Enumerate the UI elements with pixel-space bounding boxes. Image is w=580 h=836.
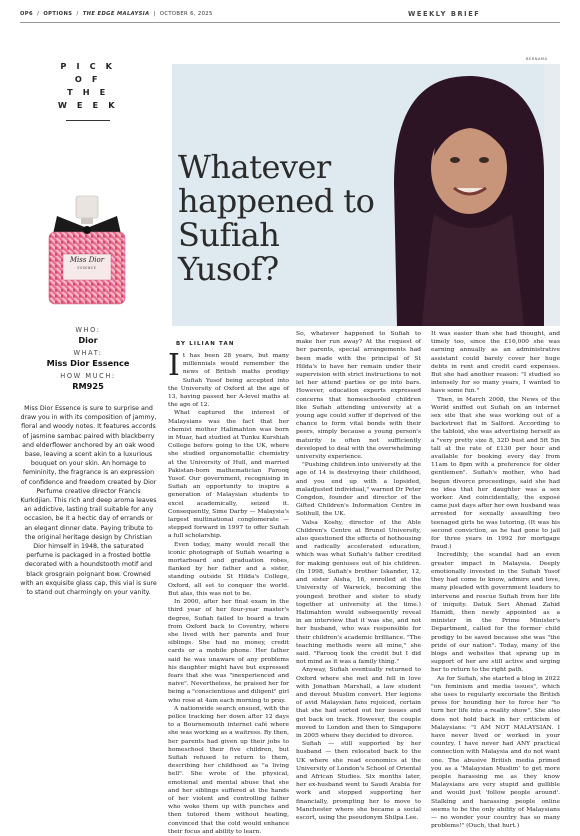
byline: BY LILIAN TAN bbox=[176, 341, 235, 347]
paragraph: Valsa Koshy, director of the Able Children's Centre at Brunel University, also questioned the effects of hothousing and radically accelerated education, which was what Sufiah's father credited for making geniuses out of his children. (In 1998, Sufiah's brother Iskander, 12, and sister Aisha, 16, enrolled at the University of Warwick, becoming the youngest brother and sister to study together at university at the time.) Halimahton would subsequently reveal in an interview that it was she, and not her husband, who was responsible for their children's academic brilliance. "The teaching methods were all mine," she said. "Farooq took the credit but I did not mind as it was a family thing." bbox=[296, 518, 421, 666]
article-column-2 bbox=[296, 330, 421, 821]
column-title: WEEKLY BRIEF bbox=[408, 10, 481, 18]
paragraph: Incredibly, the scandal had an even greater impact in Malaysia. Deeply emotionally invested in the Sufiah Yusof they had come to know, admire and love, many pleaded with government leaders to intervene and rescue Sufiah from her life of iniquity. Datuk Seri Ahmad Zahid Hamidi, then newly appointed as a minister in the Prime Minister's Department, called for the former child prodigy to be saved because she was "the pride of our nation". Today, many of the blogs and websites that sprang up in support of her are still active and urging her to return to the right path. bbox=[431, 551, 560, 674]
article-column-1 bbox=[168, 348, 289, 835]
who-value: Dior bbox=[78, 335, 98, 345]
who-label: WHO: bbox=[75, 326, 101, 334]
section-name: OPTIONS bbox=[43, 11, 73, 17]
paragraph: "Pushing children into university at the age of 14 is destroying their childhood, and you end up with a lopsided, maladjusted individual," warned Dr Peter Congdon, founder and director of the Gifted Children's Information Centre in Solihull, the UK. bbox=[296, 461, 421, 518]
paragraph: t has been 28 years, but many millennials would remember the news of British maths prodigy Sufiah Yusof being accepted into the University of Oxford at the age of 13, having passed her A-level maths at the age of 12. bbox=[168, 352, 289, 409]
paragraph: As for Sufiah, she started a blog in 2022 "on feminism and media issues", which she uses to regularly excoriate the British press for hounding her to force her "to turn her life into a reality show". She also does not hold back in her criticism of Malaysians: "I AM NOT MALAYSIAN. I have never lived or worked in your country. I have never had ANY practical connection with Malaysia and do not want one. The abusive British media primed you as a 'Malaysian Muslim' to get more people harassing me as they know Malaysians are very stupid and gullible and would just 'follow people around'. Stalking and harassing people online seems to be the only ability of Malaysians — no wonder your country has so many problems!" (Ouch, that hurt.) bbox=[431, 674, 560, 830]
drop-cap: I bbox=[168, 348, 180, 383]
paragraph: Sufiah — still supported by her husband — then relocated back to the UK where she read economics at the University of London's School of Oriental and African Studies. Six months later, her ex-husband went to Saudi Arabia for work and stopped supporting her financially, prompting her to move to Manchester where she became a social escort, using the pseudonym Shilpa Lee. bbox=[296, 740, 421, 821]
price-label: HOW MUCH: bbox=[60, 372, 116, 380]
publication-name: THE EDGE MALAYSIA bbox=[82, 11, 150, 17]
price-value: RM925 bbox=[72, 381, 104, 391]
paragraph: A nationwide search ensued, with the police tracking her down after 12 days to a Bournemouth internet café where she was working as a waitress. By then, her parents had given up their jobs to homeschool their five children, but Sufiah refused to return to them, describing her childhood as "a living hell". She wrote of the physical, emotional and mental abuse that she and her siblings suffered at the hands of her violent and controlling father who woke them up with punches and then tutored them without heating, convinced that the cold would enhance their focus and ability to learn. bbox=[168, 704, 289, 835]
pick-heading-line: T H E bbox=[67, 87, 109, 97]
bottle-cap bbox=[76, 196, 98, 218]
pick-divider bbox=[66, 120, 110, 121]
issue-date: OCTOBER 6, 2025 bbox=[159, 11, 213, 17]
paragraph: Even today, many would recall the iconic photograph of Sufiah wearing a mortarboard and graduation robes, flanked by her father and a sister, standing outside St Hilda's College, Oxford, all set to conquer the world. But alas, this was not to be. bbox=[168, 540, 289, 597]
page-number: OP6 bbox=[20, 11, 34, 17]
pick-heading-line: P I C K bbox=[60, 61, 116, 71]
header-divider bbox=[20, 22, 560, 23]
paragraph: So, whatever happened to Sufiah to make her run away? At the request of her parents, special arrangements had been made with the principal of St Hilda's to have her remain under their supervision with strict instructions to not let her attend parties or go into bars. However, education experts expressed concerns that homeschooled children like Sufiah attending university at a young age could suffer if deprived of the chance to form vital bonds with their peers, simply because a young person's maturity is often not sufficiently developed to deal with the overwhelming university experience. bbox=[296, 330, 421, 461]
article-column-3 bbox=[431, 330, 560, 830]
pick-of-the-week bbox=[18, 60, 158, 121]
page-header bbox=[20, 9, 560, 21]
paragraph: Then, in March 2008, the News of the World sniffed out Sufiah on an internet sex site that she was working out of a backstreet flat in Salford. According to the tabloid, she was advertising herself as a "very pretty size 8, 32D bust and 5ft 5in tall at the rate of £130 per hour and available for booking every day from 11am to 8pm with a preference for older gentlemen". Sufiah's mother, who had begun divorce proceedings, said she had no idea that her daughter was a sex worker. And coincidentally, the exposé came just days after her own husband was arrested for sexually assaulting two teenaged girls he was tutoring. (It was his second conviction, as he had gone to jail for three years in 1992 for mortgage fraud.) bbox=[431, 395, 560, 551]
pick-description: Miss Dior Essence is sure to surprise and draw you in with its composition of jammy, floral and woody notes. It features accords of jasmine sambac paired with blackberry and elderflower anchored by an oak wood base, leaving a scent akin to a luxurious bouquet on your skin. An homage to femininity, the fragrance is an expression of confidence and freedom created by Dior Perfume creative director Francis Kurkdjian. This rich and deep aroma leaves an addictive, lasting trail suitable for any occasion, be it a hectic day of errands or an elegant dinner date. Paying tribute to the original heritage design by Christian Dior himself in 1948, the saturated perfume is packaged in a frosted bottle decorated with a houndstooth motif and black grosgrain poignant bow. Crowned with an exquisite glass cap, this vial is sure to stand out charmingly on your vanity. bbox=[20, 405, 157, 597]
header-meta: OP6 / OPTIONS / THE EDGE MALAYSIA | OCTOBER 6, 2025 bbox=[20, 11, 213, 17]
paragraph: What captured the interest of Malaysians was the fact that her chemist mother Halimahton was born in Muar, had studied at Tunku Kurshiah College before going to the UK, where she studied organometallic chemistry at the University of Hull, and married Pakistan-born mathematician Farooq Yusof. Our government, recognising in Sufiah an opportunity to inspire a generation of Malaysian students to excel academically, seized it. Consequently, Sime Darby — Malaysia's largest multinational conglomerate — stepped forward in 1997 to offer Sufiah a full scholarship. bbox=[168, 409, 289, 540]
bottle-label: Miss Dior bbox=[69, 256, 105, 264]
pick-heading-line: W E E K bbox=[57, 100, 119, 110]
paragraph: Anyway, Sufiah eventually returned to Oxford where she met and fell in love with Jonathan Marshall, a law student and devout Muslim convert. Her legions of avid Malaysian fans rejoiced, certain that she had sorted out her issues and got back on track. However, the couple moved to London and then to Singapore in 2005 where they decided to divorce. bbox=[296, 666, 421, 739]
perfume-bottle-image bbox=[37, 190, 137, 310]
what-value: Miss Dior Essence bbox=[46, 358, 130, 368]
pick-heading bbox=[18, 60, 158, 112]
pick-heading-line: O F bbox=[74, 74, 102, 84]
bottle-sublabel: ESSENCE bbox=[77, 266, 97, 270]
paragraph: It was easier than she had thought, and timely too, since the £16,000 she was earning annually as an administrative assistant could barely cover her huge debts in rent and credit card expenses. But she had another reason: "I studied so intensely for so many years, I wanted to have some fun." bbox=[431, 330, 560, 395]
photo-credit: BERNAMA bbox=[526, 57, 548, 61]
what-label: WHAT: bbox=[73, 349, 103, 357]
article-headline: Whatever happened to Sufiah Yusof? bbox=[178, 148, 375, 288]
product-details bbox=[18, 326, 158, 395]
paragraph: In 2000, after her final exam in the third year of her four-year master's degree, Sufiah failed to board a train from Oxford back to Coventry, where she lived with her parents and four siblings. She had no money, credit cards or a mobile phone. Her father said he was unaware of any problems his daughter might have but expressed fears that she was "inexperienced and naive". Nevertheless, he praised her for being a "conscientious and diligent" girl who rose at 4am each morning to pray. bbox=[168, 598, 289, 704]
